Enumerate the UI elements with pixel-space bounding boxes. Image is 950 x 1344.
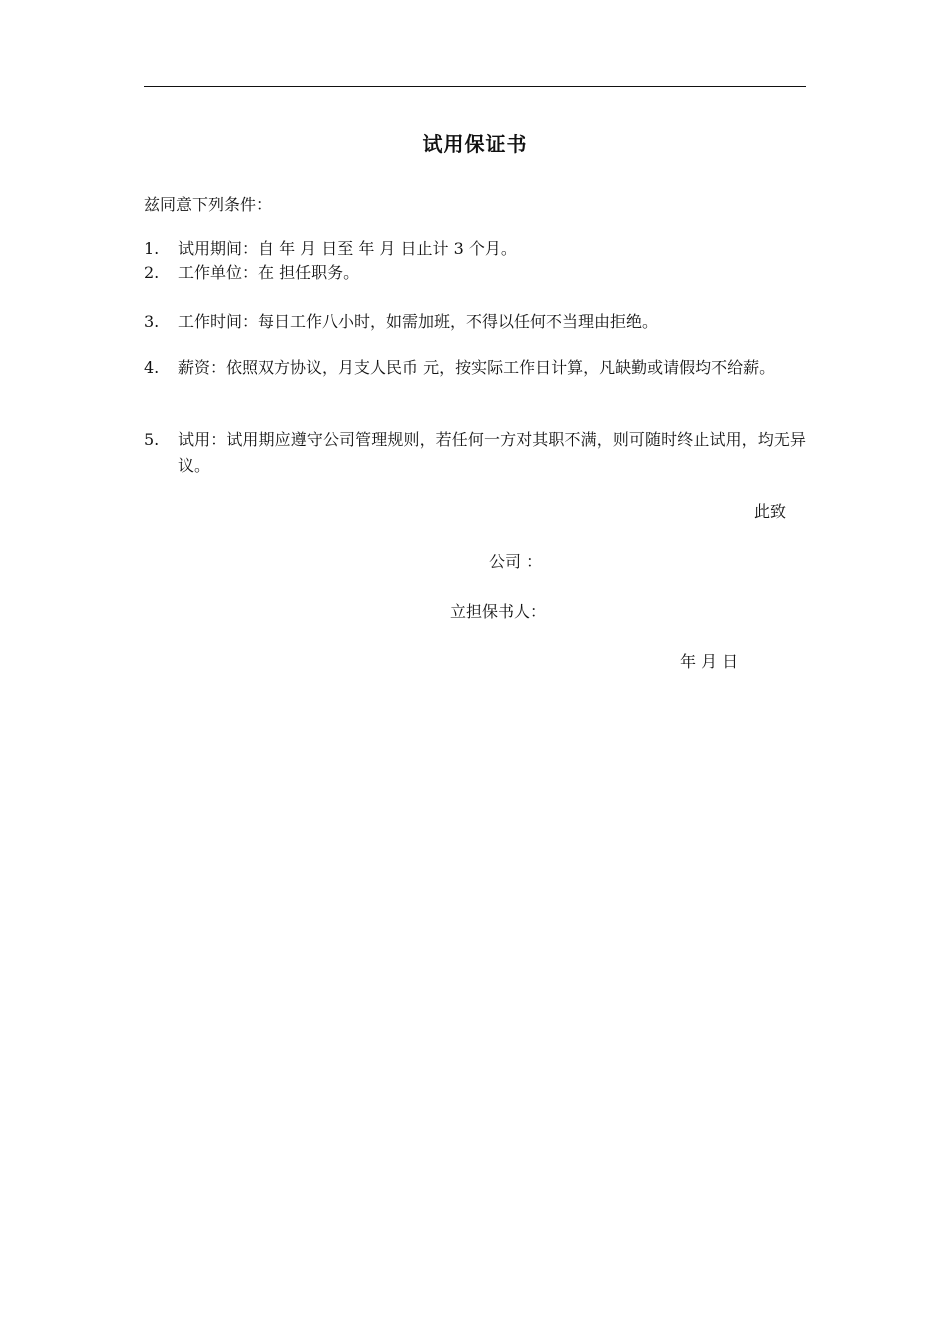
guarantor-label: 立担保书人： <box>450 602 547 621</box>
item-number: 5. <box>144 430 160 449</box>
list-item <box>144 355 806 381</box>
intro-text: 兹同意下列条件： <box>144 195 273 214</box>
item-text: 试用：试用期应遵守公司管理规则，若任何一方对其职不满，则可随时终止试用，均无异议。 <box>178 430 806 475</box>
header-rule <box>144 86 806 87</box>
item-number: 2. <box>144 263 160 282</box>
item-text: 工作单位：在 担任职务。 <box>178 263 360 282</box>
item-number: 4. <box>144 358 160 377</box>
list-item <box>144 236 806 262</box>
company-label: 公司 ： <box>489 552 543 571</box>
document-title: 试用保证书 <box>422 132 528 156</box>
list-item <box>144 260 806 286</box>
item-text: 薪资：依照双方协议，月支人民币 元，按实际工作日计算，凡缺勤或请假均不给薪。 <box>178 358 776 377</box>
list-item <box>144 427 806 479</box>
closing-text: 此致 <box>754 502 787 521</box>
item-number: 3. <box>144 312 160 331</box>
item-number: 1. <box>144 239 160 258</box>
list-item <box>144 309 806 335</box>
date-line: 年 月 日 <box>680 652 739 671</box>
item-text: 试用期间：自 年 月 日至 年 月 日止计 3 个月。 <box>178 239 517 258</box>
item-text: 工作时间：每日工作八小时，如需加班，不得以任何不当理由拒绝。 <box>178 312 659 331</box>
